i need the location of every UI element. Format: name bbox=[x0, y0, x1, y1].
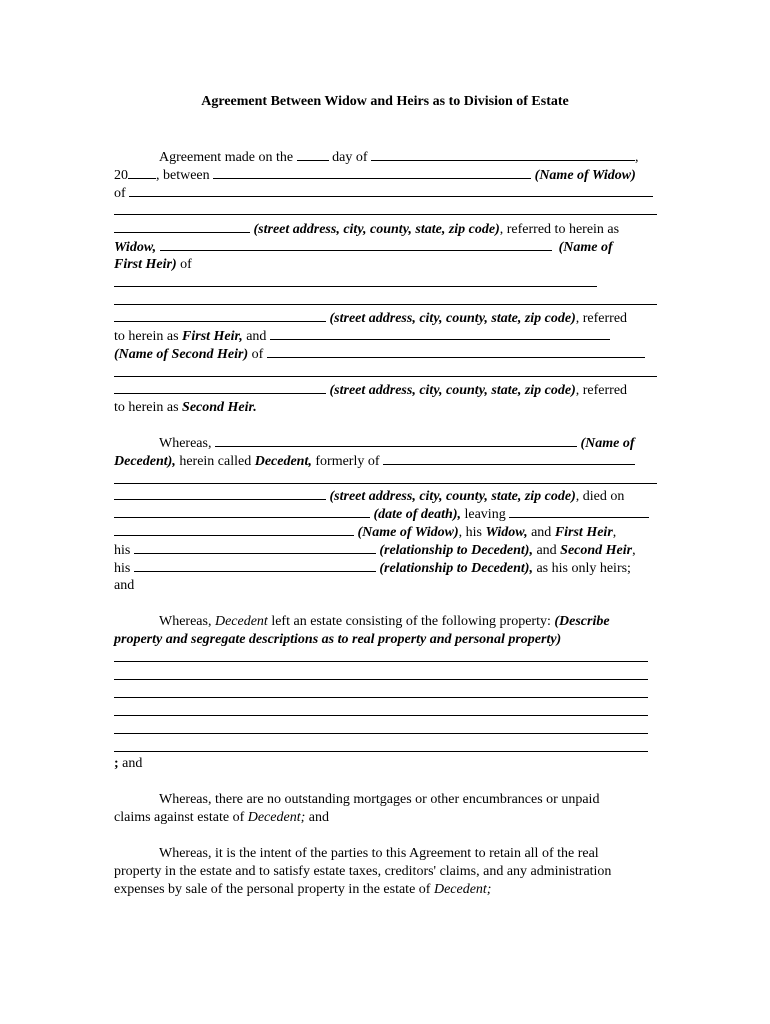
whereas-decedent-line-1: Whereas, (Name of bbox=[159, 436, 635, 451]
first-heir-address-line: (street address, city, county, state, zip code), referred bbox=[114, 309, 627, 328]
widow-address-blank-2[interactable] bbox=[114, 220, 250, 233]
whereas-decedent-line-3: (street address, city, county, state, zip code), died on bbox=[114, 487, 624, 506]
decedent-address-blank[interactable] bbox=[383, 452, 635, 465]
second-heir-address-rule[interactable] bbox=[114, 376, 657, 377]
first-heir-address-rule-1[interactable] bbox=[114, 286, 597, 287]
second-heir-label: to herein as Second Heir. bbox=[114, 400, 257, 415]
first-heir-address-blank[interactable] bbox=[114, 309, 326, 322]
whereas-intent-line-1: Whereas, it is the intent of the parties to this Agreement to retain all of the real bbox=[159, 846, 599, 861]
whereas-mortgages-line-1: Whereas, there are no outstanding mortgages or other encumbrances or unpaid bbox=[159, 792, 600, 807]
whereas-decedent-line-4: (date of death), leaving bbox=[114, 505, 649, 524]
first-heir-address-rule-2[interactable] bbox=[114, 304, 657, 305]
year-blank[interactable] bbox=[128, 166, 156, 179]
property-line-3[interactable] bbox=[114, 697, 648, 698]
second-heir-name-blank[interactable] bbox=[270, 327, 610, 340]
whereas-decedent-line-7: his (relationship to Decedent), as his only heirs; bbox=[114, 561, 631, 576]
whereas-decedent-line-2: Decedent), herein called Decedent, formerly of bbox=[114, 452, 635, 471]
first-heir-name-line: Widow, (Name of bbox=[114, 240, 613, 255]
widow-name-blank-2[interactable] bbox=[114, 523, 354, 536]
decedent-name-blank[interactable] bbox=[215, 434, 577, 447]
second-heir-name-line: to herein as First Heir, and bbox=[114, 327, 610, 346]
widow-address-line: (street address, city, county, state, zip code), referred to herein as bbox=[114, 220, 619, 239]
whereas-decedent-line-6: his (relationship to Decedent), and Second Heir, bbox=[114, 543, 636, 558]
whereas-decedent-line-5: (Name of Widow), his Widow, and First Heir, bbox=[114, 523, 616, 542]
second-heir-address-line: (street address, city, county, state, zip code), referred bbox=[114, 381, 627, 400]
property-line-1[interactable] bbox=[114, 661, 648, 662]
leaving-blank[interactable] bbox=[509, 505, 649, 518]
property-line-4[interactable] bbox=[114, 715, 648, 716]
whereas-intent-line-2: property in the estate and to satisfy estate taxes, creditors' claims, and any administration bbox=[114, 864, 612, 879]
intro-line-1: Agreement made on the day of , bbox=[159, 150, 639, 165]
intro-line-2: 20 , between (Name of Widow) bbox=[114, 168, 636, 183]
second-heir-address-blank-2[interactable] bbox=[114, 381, 326, 394]
intro-line-3: of bbox=[114, 184, 653, 203]
widow-address-blank[interactable] bbox=[129, 184, 653, 197]
first-heir-name-blank[interactable] bbox=[160, 238, 552, 251]
first-heir-label-line: First Heir) of bbox=[114, 257, 192, 272]
month-blank[interactable] bbox=[371, 148, 635, 161]
document-title: Agreement Between Widow and Heirs as to Division of Estate bbox=[201, 94, 569, 109]
second-heir-address-blank[interactable] bbox=[267, 345, 645, 358]
whereas-estate-line-2: property and segregate descriptions as to real property and personal property) bbox=[114, 632, 562, 647]
property-line-2[interactable] bbox=[114, 679, 648, 680]
whereas-estate-end: ; and bbox=[114, 756, 143, 771]
widow-address-rule[interactable] bbox=[114, 214, 657, 215]
whereas-mortgages-line-2: claims against estate of Decedent; and bbox=[114, 810, 329, 825]
second-heir-relationship-blank[interactable] bbox=[134, 559, 376, 572]
whereas-estate-line-1: Whereas, Decedent left an estate consisting of the following property: (Describe bbox=[159, 614, 610, 629]
date-of-death-blank[interactable] bbox=[114, 505, 370, 518]
first-heir-relationship-blank[interactable] bbox=[134, 541, 376, 554]
second-heir-label-line: (Name of Second Heir) of bbox=[114, 345, 645, 364]
widow-name-blank[interactable] bbox=[213, 166, 531, 179]
decedent-address-rule[interactable] bbox=[114, 483, 657, 484]
decedent-address-blank-2[interactable] bbox=[114, 487, 326, 500]
property-line-6[interactable] bbox=[114, 751, 648, 752]
whereas-intent-line-3: expenses by sale of the personal property in the estate of Decedent; bbox=[114, 882, 492, 897]
property-line-5[interactable] bbox=[114, 733, 648, 734]
whereas-decedent-and: and bbox=[114, 578, 135, 593]
day-blank[interactable] bbox=[297, 148, 329, 161]
